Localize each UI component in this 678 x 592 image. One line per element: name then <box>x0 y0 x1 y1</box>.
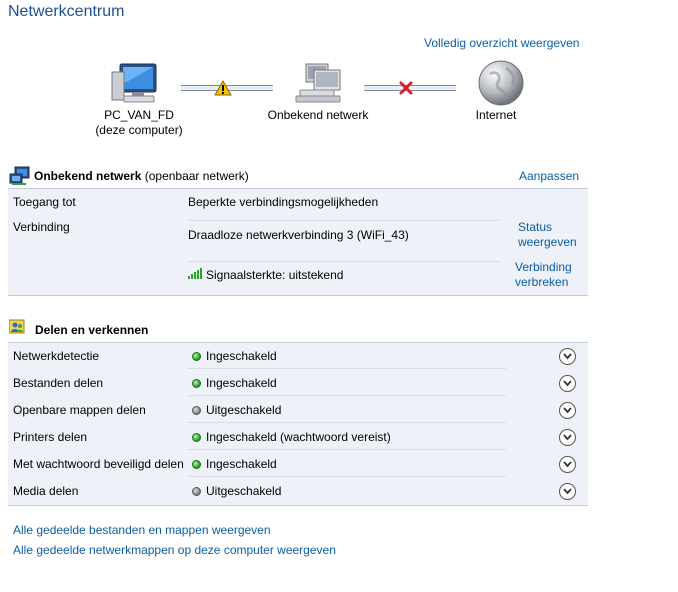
status-off-icon <box>192 406 201 415</box>
warning-icon[interactable] <box>214 80 232 99</box>
divider <box>188 261 500 262</box>
disconnect-link-line2[interactable]: verbreken <box>515 275 569 289</box>
signal-icon <box>188 268 203 282</box>
sharing-row-status-text: Uitgeschakeld <box>206 484 282 498</box>
shared-network-folders-link[interactable]: Alle gedeelde netwerkmappen op deze computer weergeven <box>13 543 336 557</box>
internet-label: Internet <box>475 108 517 122</box>
computer-icon[interactable] <box>108 60 160 109</box>
page-title: Netwerkcentrum <box>8 3 125 20</box>
globe-icon[interactable] <box>476 58 526 111</box>
chevron-down-icon <box>563 434 572 441</box>
disconnect-link[interactable] <box>515 260 572 290</box>
sharing-row <box>0 477 600 504</box>
sharing-icon <box>9 319 25 338</box>
access-value: Beperkte verbindingsmogelijkheden <box>188 195 379 209</box>
computer-subtitle: (deze computer) <box>95 123 183 137</box>
sharing-row <box>0 369 600 396</box>
network-status-icon <box>9 166 31 189</box>
sharing-row-status-text: Ingeschakeld <box>206 349 277 363</box>
sharing-row-label: Media delen <box>13 484 79 498</box>
sharing-row-status <box>192 349 277 363</box>
network-type: (openbaar netwerk) <box>144 169 249 183</box>
divider <box>188 220 500 221</box>
sharing-heading: Delen en verkennen <box>35 323 149 337</box>
connection-label: Verbinding <box>13 220 70 234</box>
shared-files-link[interactable]: Alle gedeelde bestanden en mappen weergeven <box>13 523 271 537</box>
sharing-row-label: Openbare mappen delen <box>13 403 146 417</box>
sharing-row-label: Bestanden delen <box>13 376 104 390</box>
status-on-icon <box>192 352 201 361</box>
sharing-row-status <box>192 457 277 471</box>
sharing-row-status-text: Ingeschakeld <box>206 457 277 471</box>
sharing-row-status-text: Ingeschakeld <box>206 376 277 390</box>
sharing-row-status-text: Uitgeschakeld <box>206 403 282 417</box>
expand-button[interactable] <box>559 483 576 500</box>
expand-button[interactable] <box>559 348 576 365</box>
expand-button[interactable] <box>559 456 576 473</box>
sharing-row <box>0 342 600 369</box>
signal-strength: Signaalsterkte: uitstekend <box>206 268 344 282</box>
sharing-row <box>0 396 600 423</box>
chevron-down-icon <box>563 407 572 414</box>
network-name: Onbekend netwerk <box>34 169 142 183</box>
sharing-row-label: Netwerkdetectie <box>13 349 100 363</box>
error-x-icon[interactable] <box>398 80 414 99</box>
sharing-row-status <box>192 484 281 498</box>
sharing-row <box>0 423 600 450</box>
chevron-down-icon <box>563 461 572 468</box>
status-off-icon <box>192 487 201 496</box>
network-label: Onbekend netwerk <box>267 108 369 122</box>
full-map-link[interactable]: Volledig overzicht weergeven <box>424 36 580 50</box>
sharing-row-status <box>192 403 281 417</box>
sharing-row-status <box>192 376 277 390</box>
sharing-row-label: Met wachtwoord beveiligd delen <box>13 457 184 471</box>
expand-button[interactable] <box>559 429 576 446</box>
sharing-row-status <box>192 430 391 444</box>
chevron-down-icon <box>563 380 572 387</box>
network-icon[interactable] <box>292 60 344 109</box>
sharing-row <box>0 450 600 477</box>
status-link-line2[interactable]: weergeven <box>518 235 577 249</box>
status-on-icon <box>192 379 201 388</box>
status-link[interactable] <box>518 220 577 250</box>
computer-label <box>84 108 194 138</box>
status-on-icon <box>192 460 201 469</box>
chevron-down-icon <box>563 488 572 495</box>
status-on-icon <box>192 433 201 442</box>
disconnect-link-line1[interactable]: Verbinding <box>515 260 572 274</box>
connection-value: Draadloze netwerkverbinding 3 (WiFi_43) <box>188 228 409 242</box>
expand-button[interactable] <box>559 375 576 392</box>
sharing-row-status-text: Ingeschakeld (wachtwoord vereist) <box>206 430 391 444</box>
sharing-row-label: Printers delen <box>13 430 88 444</box>
customize-link[interactable]: Aanpassen <box>519 169 580 183</box>
chevron-down-icon <box>563 353 572 360</box>
network-panel-heading <box>34 169 249 183</box>
status-link-line1[interactable]: Status <box>518 220 553 234</box>
access-label: Toegang tot <box>13 195 76 209</box>
expand-button[interactable] <box>559 402 576 419</box>
computer-name: PC_VAN_FD <box>104 108 174 122</box>
